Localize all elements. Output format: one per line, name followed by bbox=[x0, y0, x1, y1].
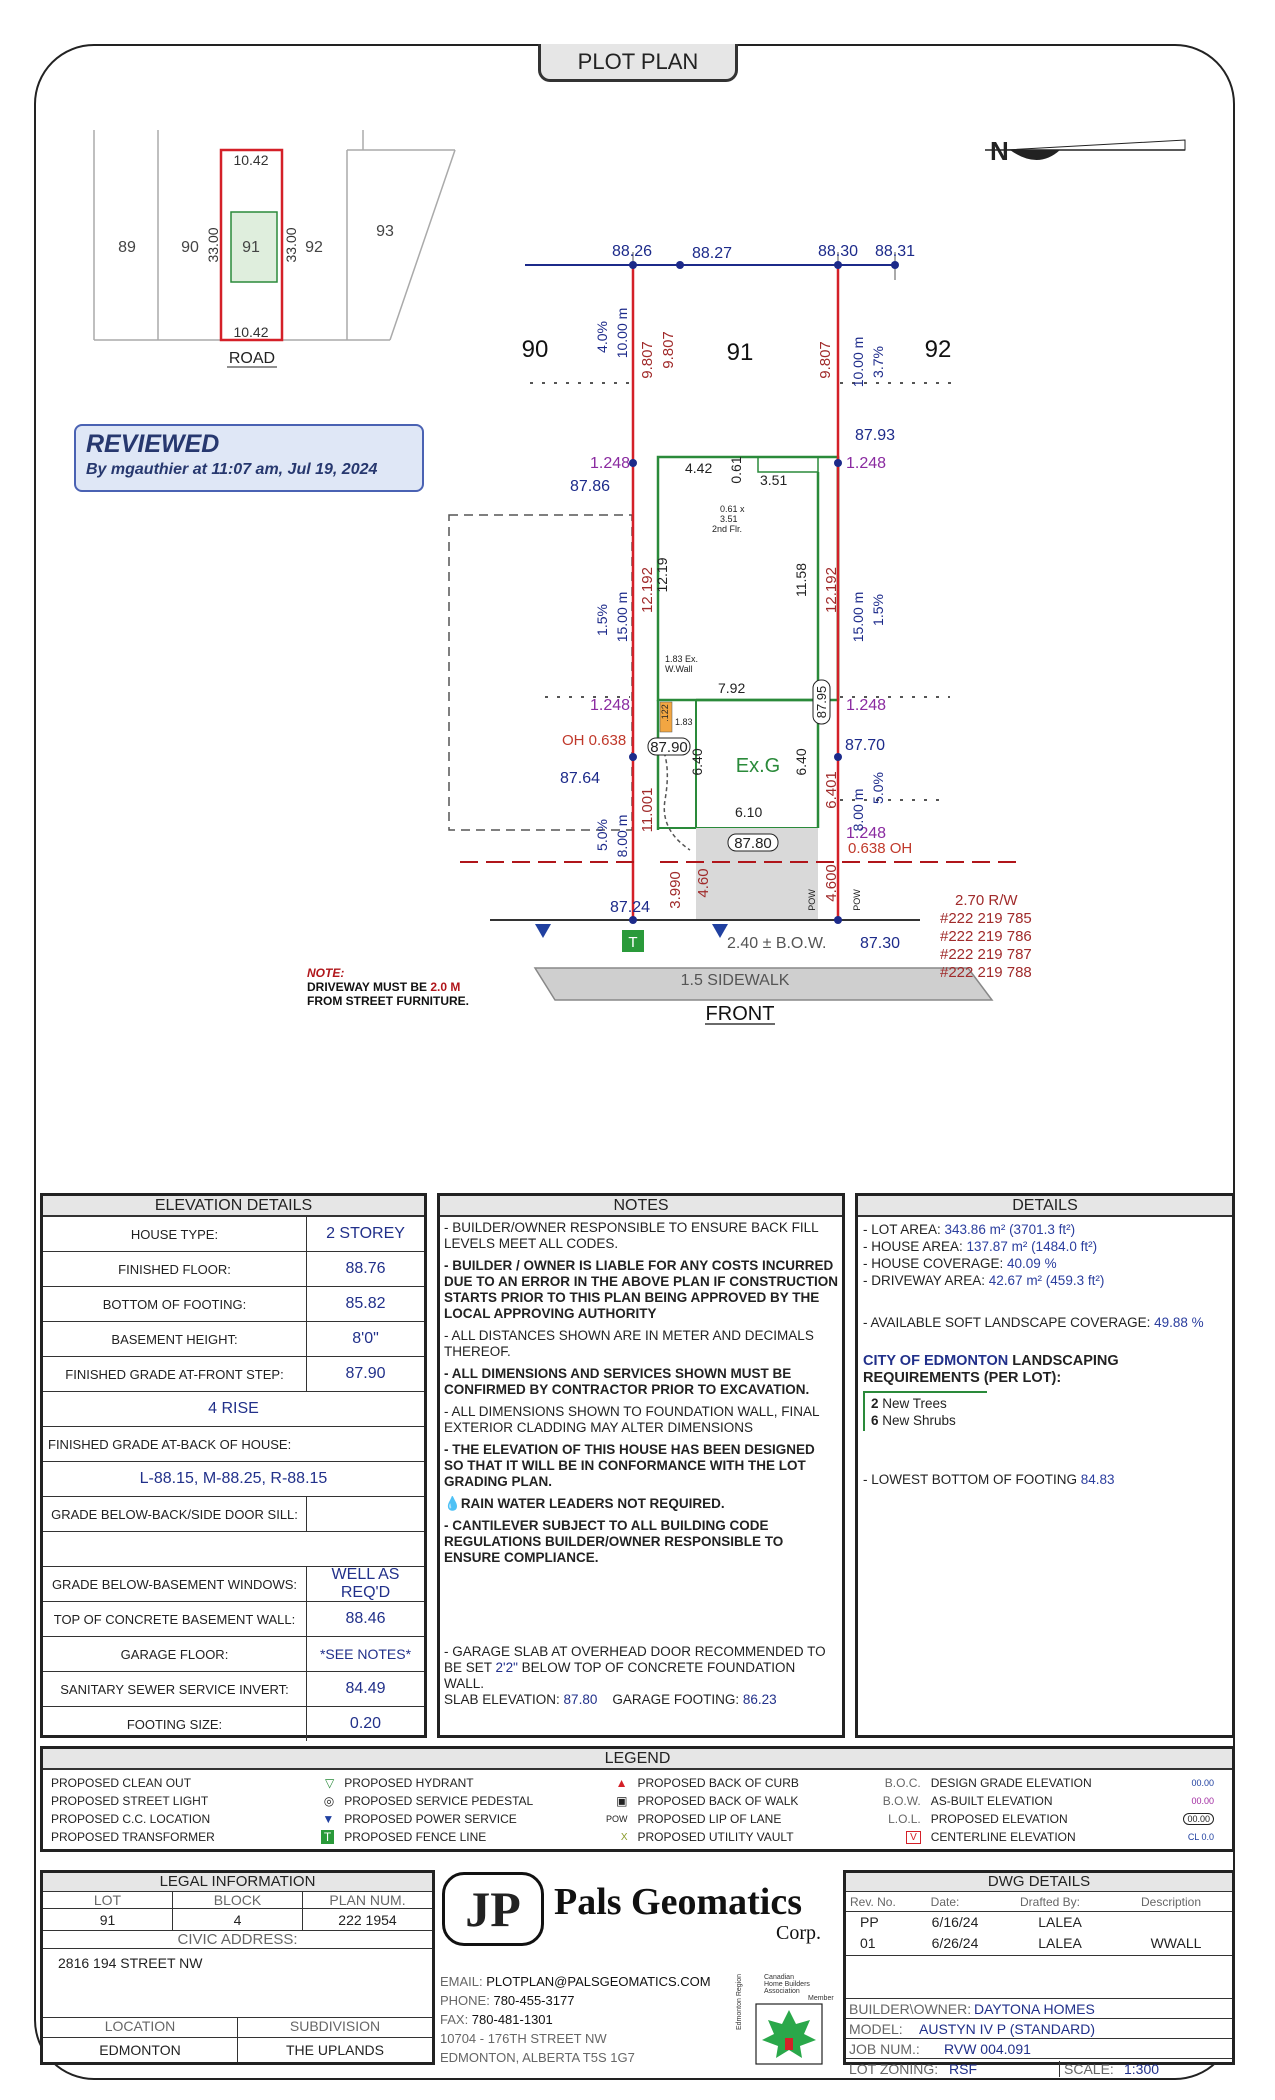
civic-value: 2816 194 STREET NW bbox=[43, 1949, 432, 2018]
subdivision-header: SUBDIVISION bbox=[238, 2018, 432, 2038]
note-1: - BUILDER/OWNER RESPONSIBLE TO ENSURE BACK FILL LEVELS MEET ALL CODES. bbox=[444, 1220, 819, 1251]
keymap-rear-dim: 10.42 bbox=[233, 152, 269, 168]
job-value: RVW 004.091 bbox=[944, 2040, 1031, 2057]
dwg-header: DWG DETAILS bbox=[846, 1873, 1232, 1892]
note-2: - BUILDER / OWNER IS LIABLE FOR ANY COSTS INCURRED DUE TO AN ERROR IN THE ABOVE PLAN IF CONSTRUCTION STARTS PRIOR TO THIS PLAN BEING APPROVED BY THE LOCAL APPROVING AUTHORITY bbox=[444, 1258, 839, 1321]
company-name: Pals Geomatics bbox=[554, 1881, 803, 1923]
note-5: - ALL DIMENSIONS SHOWN TO FOUNDATION WALL, FINAL EXTERIOR CLADDING MAY ALTER DIMENSIONS bbox=[444, 1404, 820, 1435]
rw-label: 2.70 R/W bbox=[955, 892, 1018, 909]
elev-8793: 87.93 bbox=[855, 427, 896, 444]
bow-label: 2.40 ± B.O.W. bbox=[727, 935, 827, 952]
page-title: PLOT PLAN bbox=[538, 44, 738, 82]
bump-left-rear: 1.248 bbox=[590, 455, 631, 472]
sewer-invert-value: 84.49 bbox=[345, 1680, 386, 1697]
driveway-label: - DRIVEWAY AREA: bbox=[863, 1273, 989, 1288]
pow-1: POW bbox=[807, 889, 817, 911]
bump-left-mid: 1.248 bbox=[590, 697, 631, 714]
drafted-1: LALEA bbox=[1038, 1913, 1082, 1930]
dist-front-left: 8.00 m bbox=[614, 814, 630, 858]
rise-value: 4 RISE bbox=[43, 1392, 424, 1427]
grade-back-house-label: FINISHED GRADE AT-BACK OF HOUSE: bbox=[43, 1427, 424, 1462]
landscape-req-label: LANDSCAPING REQUIREMENTS (PER LOT): bbox=[863, 1353, 1119, 1386]
ex-wall-2: W.Wall bbox=[665, 664, 693, 674]
dist-mid-right: 15.00 m bbox=[850, 591, 866, 643]
elev-8780: 87.80 bbox=[734, 835, 772, 852]
model-label: MODEL: bbox=[849, 2020, 903, 2037]
lot-label-right: 92 bbox=[924, 336, 952, 363]
plan-header: PLAN NUM. bbox=[303, 1892, 432, 1909]
legend-back-curb: PROPOSED BACK OF CURB bbox=[637, 1776, 799, 1790]
location-value: EDMONTON bbox=[43, 2038, 238, 2062]
company-block bbox=[436, 1870, 842, 2065]
bump-right-front: 1.248 bbox=[846, 825, 887, 842]
clean-out-icon: ▽ bbox=[325, 1776, 335, 1790]
key-map bbox=[94, 130, 455, 367]
oh-left: OH 0.638 bbox=[562, 732, 627, 749]
house-type-value: 2 STOREY bbox=[326, 1225, 405, 1242]
driveway-note bbox=[307, 966, 469, 1008]
address-line-2: EDMONTON, ALBERTA T5S 1G7 bbox=[440, 2050, 635, 2065]
plan-num-3: #222 219 787 bbox=[940, 946, 1032, 963]
vault-symbol: V bbox=[906, 1831, 921, 1844]
bow-symbol: B.O.W. bbox=[882, 1794, 921, 1808]
builder-value: DAYTONA HOMES bbox=[974, 2000, 1095, 2017]
elev-8724: 87.24 bbox=[610, 899, 651, 916]
email-label: EMAIL: bbox=[440, 1974, 487, 1989]
note-4: - ALL DIMENSIONS AND SERVICES SHOWN MUST BE CONFIRMED BY CONTRACTOR PRIOR TO EXCAVATION. bbox=[444, 1366, 810, 1397]
trees-label: New Trees bbox=[878, 1396, 947, 1411]
pct-front-right: 5.0% bbox=[870, 772, 886, 804]
legend-fence-line: PROPOSED FENCE LINE bbox=[344, 1830, 487, 1844]
dist-front-right: 8.00 m bbox=[850, 788, 866, 832]
keymap-front-dim: 10.42 bbox=[233, 324, 269, 340]
legend-panel bbox=[40, 1746, 1235, 1852]
drafted-2: LALEA bbox=[1038, 1935, 1082, 1951]
cc-location-icon-1 bbox=[535, 924, 551, 938]
keymap-lot-92: 92 bbox=[305, 239, 323, 256]
transformer-legend-icon: T bbox=[321, 1830, 334, 1844]
legend-design-grade: DESIGN GRADE ELEVATION bbox=[930, 1776, 1092, 1790]
keymap-lot-89: 89 bbox=[118, 239, 136, 256]
power-line-icon: POW bbox=[606, 1814, 628, 1824]
badge-line-2: Home Builders bbox=[764, 1981, 810, 1988]
col-rev: Rev. No. bbox=[850, 1894, 896, 1909]
lot-area-label: - LOT AREA: bbox=[863, 1222, 945, 1237]
d-6401: 6.401 bbox=[823, 771, 840, 809]
note-9a: - GARAGE SLAB AT OVERHEAD DOOR RECOMMENDED TO BE SET bbox=[444, 1644, 826, 1675]
sidewalk-label: 1.5 SIDEWALK bbox=[680, 972, 790, 989]
house-area-label: - HOUSE AREA: bbox=[863, 1239, 967, 1254]
company-corp: Corp. bbox=[776, 1922, 821, 1944]
design-grade-symbol: 00.00 bbox=[1191, 1778, 1214, 1788]
elev-8795: 87.95 bbox=[814, 685, 829, 719]
d-061: 0.61 bbox=[728, 456, 744, 484]
elev-8786: 87.86 bbox=[570, 478, 611, 495]
keymap-lot-91: 91 bbox=[242, 239, 260, 256]
soft-landscape-label: - AVAILABLE SOFT LANDSCAPE COVERAGE: bbox=[863, 1315, 1155, 1330]
legend-utility-vault: PROPOSED UTILITY VAULT bbox=[637, 1830, 794, 1844]
scale-value: 1:300 bbox=[1124, 2060, 1160, 2077]
chba-badge bbox=[738, 1974, 838, 2064]
fax-label: FAX: bbox=[440, 2012, 472, 2027]
legend-cc-location: PROPOSED C.C. LOCATION bbox=[51, 1812, 211, 1826]
driveway-value: 42.67 m² (459.3 ft²) bbox=[988, 1273, 1105, 1288]
pct-left-rear: 4.0% bbox=[594, 321, 610, 353]
date-2: 6/26/24 bbox=[931, 1935, 979, 1951]
fence-line-icon: X bbox=[620, 1831, 628, 1843]
keymap-lot-93: 93 bbox=[376, 223, 394, 240]
bump-right-rear: 1.248 bbox=[846, 455, 887, 472]
col-desc: Description bbox=[1140, 1894, 1202, 1909]
lol-symbol: L.O.L. bbox=[888, 1812, 921, 1826]
pct-right-rear: 3.7% bbox=[870, 346, 886, 378]
elev-8790: 87.90 bbox=[650, 739, 688, 756]
date-1: 6/16/24 bbox=[931, 1913, 979, 1930]
zoning-value: RSF bbox=[949, 2060, 977, 2077]
city-label: CITY OF EDMONTON bbox=[863, 1353, 1009, 1369]
blank-row bbox=[43, 1532, 424, 1567]
elev-rear-2: 88.27 bbox=[691, 245, 733, 262]
plan-value: 222 1954 bbox=[303, 1909, 432, 1931]
legal-header: LEGAL INFORMATION bbox=[43, 1873, 432, 1892]
elevation-header: ELEVATION DETAILS bbox=[43, 1196, 424, 1217]
pct-mid-left: 1.5% bbox=[594, 604, 610, 636]
plan-num-4: #222 219 788 bbox=[940, 964, 1032, 981]
desc-2: WWALL bbox=[1150, 1935, 1202, 1951]
d-122: .122 bbox=[660, 704, 670, 722]
street-light-icon: ◎ bbox=[323, 1794, 335, 1808]
grade-door-sill-label: GRADE BELOW-BACK/SIDE DOOR SILL: bbox=[43, 1497, 307, 1531]
lot-value: 91 bbox=[43, 1909, 173, 1931]
phone-value: 780-455-3177 bbox=[493, 1993, 575, 2008]
rain-drop-icon: 💧 bbox=[444, 1496, 461, 1511]
as-built-symbol: 00.00 bbox=[1191, 1796, 1214, 1806]
legend-transformer: PROPOSED TRANSFORMER bbox=[51, 1830, 215, 1844]
note-9b: 2'2" bbox=[495, 1660, 518, 1675]
elev-rear-3: 88.30 bbox=[817, 243, 859, 260]
model-value: AUSTYN IV P (STANDARD) bbox=[919, 2020, 1096, 2037]
garage-footing-value: 86.23 bbox=[742, 1692, 777, 1707]
legend-as-built: AS-BUILT ELEVATION bbox=[930, 1794, 1053, 1808]
note-8: - CANTILEVER SUBJECT TO ALL BUILDING CODE REGULATIONS BUILDER/OWNER RESPONSIBLE TO ENSURE COMPLIANCE. bbox=[444, 1518, 784, 1565]
legend-service-pedestal: PROPOSED SERVICE PEDESTAL bbox=[344, 1794, 534, 1808]
garage-floor-value: *SEE NOTES* bbox=[319, 1646, 412, 1662]
coverage-label: - HOUSE COVERAGE: bbox=[863, 1256, 1008, 1271]
details-header: DETAILS bbox=[858, 1196, 1232, 1217]
legend-header: LEGEND bbox=[43, 1749, 1232, 1770]
proposed-elev-symbol: 00.00 bbox=[1183, 1813, 1214, 1825]
driveway-note-line1b: 2.0 M bbox=[430, 980, 461, 994]
side-len-right: 12.192 bbox=[823, 567, 840, 613]
badge-line-1: Canadian bbox=[764, 1974, 794, 1981]
north-arrow-icon bbox=[985, 136, 1185, 166]
note-7: RAIN WATER LEADERS NOT REQUIRED. bbox=[460, 1496, 725, 1511]
lot-label-left: 90 bbox=[521, 336, 549, 363]
garage-floor-label: GARAGE FLOOR: bbox=[43, 1637, 307, 1671]
boc-symbol: B.O.C. bbox=[884, 1776, 921, 1790]
d-1158: 11.58 bbox=[793, 563, 809, 597]
note-6: - THE ELEVATION OF THIS HOUSE HAS BEEN DESIGNED SO THAT IT WILL BE IN CONFORMANCE WITH THE LOT GRADING PLAN. bbox=[444, 1442, 815, 1489]
driveway-note-label: NOTE: bbox=[307, 966, 345, 980]
civic-header: CIVIC ADDRESS: bbox=[43, 1931, 432, 1949]
keymap-road: ROAD bbox=[228, 350, 276, 367]
reviewed-label: REVIEWED bbox=[86, 430, 220, 458]
d-3990: 3.990 bbox=[667, 871, 684, 909]
pedestal-icon: ▣ bbox=[616, 1794, 628, 1808]
hydrant-icon: ▲ bbox=[615, 1776, 628, 1790]
address-line-1: 10704 - 176TH STREET NW bbox=[440, 2031, 607, 2046]
shrubs-count: 6 bbox=[871, 1413, 879, 1428]
bump-right-mid: 1.248 bbox=[846, 697, 887, 714]
cant-note-2: 3.51 bbox=[720, 514, 738, 524]
d-11001: 11.001 bbox=[639, 787, 656, 833]
coverage-value: 40.09 % bbox=[1007, 1256, 1057, 1271]
driveway-note-line2: FROM STREET FURNITURE. bbox=[307, 994, 469, 1008]
ex-wall-1: 1.83 Ex. bbox=[665, 654, 699, 664]
badge-line-3: Association bbox=[764, 1988, 800, 1995]
soft-landscape-value: 49.88 % bbox=[1154, 1315, 1204, 1330]
notes-header: NOTES bbox=[440, 1196, 842, 1217]
dist-left-rear: 10.00 m bbox=[614, 307, 630, 359]
elev-8764: 87.64 bbox=[560, 770, 601, 787]
house-area-value: 137.87 m² (1484.0 ft²) bbox=[966, 1239, 1098, 1254]
lot-area-value: 343.86 m² (3701.3 ft²) bbox=[944, 1222, 1076, 1237]
oh-right: 0.638 OH bbox=[848, 840, 913, 857]
dwg-details-panel bbox=[843, 1870, 1235, 2077]
note-9c: BELOW TOP OF CONCRETE FOUNDATION WALL. bbox=[444, 1660, 796, 1691]
legal-panel bbox=[40, 1870, 435, 2065]
grade-windows-label: GRADE BELOW-BASEMENT WINDOWS: bbox=[43, 1567, 307, 1601]
phone-label: PHONE: bbox=[440, 1993, 494, 2008]
reviewed-by: By mgauthier at 11:07 am, Jul 19, 2024 bbox=[86, 461, 378, 478]
pct-front-left: 5.0% bbox=[594, 819, 610, 851]
job-label: JOB NUM.: bbox=[849, 2040, 920, 2057]
top-concrete-value: 88.46 bbox=[345, 1610, 386, 1627]
zoning-label: LOT ZONING: bbox=[849, 2060, 939, 2077]
finished-floor-value: 88.76 bbox=[345, 1260, 386, 1277]
bottom-footing-value: 85.82 bbox=[345, 1295, 386, 1312]
shrubs-label: New Shrubs bbox=[878, 1413, 956, 1428]
d-4600: 4.600 bbox=[823, 864, 840, 902]
pow-2: POW bbox=[852, 889, 862, 911]
elevation-details-panel bbox=[40, 1193, 427, 1738]
maple-leaf-icon bbox=[754, 2002, 824, 2067]
footing-size-value: 0.20 bbox=[349, 1715, 382, 1732]
elev-rear-1: 88.26 bbox=[611, 243, 653, 260]
d-640-left: 6.40 bbox=[689, 748, 705, 776]
d-351: 3.51 bbox=[760, 472, 788, 488]
elev-8770: 87.70 bbox=[845, 737, 886, 754]
lot-header: LOT bbox=[43, 1892, 173, 1909]
rev-2: 01 bbox=[860, 1935, 876, 1951]
grade-back-house-value: L-88.15, M-88.25, R-88.15 bbox=[43, 1462, 424, 1497]
garage-label: Ex.G bbox=[735, 755, 781, 777]
slab-label: SLAB ELEVATION: bbox=[444, 1692, 564, 1707]
notes-panel bbox=[437, 1193, 845, 1738]
front-label: FRONT bbox=[705, 1003, 775, 1025]
rear-yard-right: 9.807 bbox=[817, 341, 834, 379]
basement-height-label: BASEMENT HEIGHT: bbox=[43, 1322, 307, 1356]
scale-label: SCALE: bbox=[1059, 2061, 1124, 2077]
d-442: 4.42 bbox=[685, 460, 713, 476]
block-value: 4 bbox=[173, 1909, 303, 1931]
centerline-symbol: CL 0.0 bbox=[1187, 1832, 1214, 1842]
email-value: PLOTPLAN@PALSGEOMATICS.COM bbox=[486, 1974, 711, 1989]
neighbour-house bbox=[449, 515, 632, 830]
legend-clean-out: PROPOSED CLEAN OUT bbox=[51, 1776, 192, 1790]
d-460: 4.60 bbox=[695, 868, 712, 898]
dist-right-rear: 10.00 m bbox=[850, 336, 866, 388]
legend-centerline: CENTERLINE ELEVATION bbox=[930, 1830, 1076, 1844]
cant-note-3: 2nd Flr. bbox=[712, 524, 743, 534]
plan-num-2: #222 219 786 bbox=[940, 928, 1032, 945]
finished-floor-label: FINISHED FLOOR: bbox=[43, 1252, 307, 1286]
plan-num-1: #222 219 785 bbox=[940, 910, 1032, 927]
side-len-left: 12.192 bbox=[639, 567, 656, 613]
sewer-invert-label: SANITARY SEWER SERVICE INVERT: bbox=[43, 1672, 307, 1706]
grade-front-step-label: FINISHED GRADE AT-FRONT STEP: bbox=[43, 1357, 307, 1391]
keymap-lot-90: 90 bbox=[181, 239, 199, 256]
note-3: - ALL DISTANCES SHOWN ARE IN METER AND DECIMALS THEREOF. bbox=[444, 1328, 814, 1359]
lowest-footing-value: 84.83 bbox=[1080, 1472, 1115, 1487]
bottom-footing-label: BOTTOM OF FOOTING: bbox=[43, 1287, 307, 1321]
elev-8730: 87.30 bbox=[860, 935, 901, 952]
subdivision-value: THE UPLANDS bbox=[285, 2042, 385, 2058]
grade-windows-value: WELL AS REQ'D bbox=[331, 1566, 400, 1601]
cant-note-1: 0.61 x bbox=[720, 504, 745, 514]
lowest-footing-label: - LOWEST BOTTOM OF FOOTING bbox=[863, 1472, 1081, 1487]
legend-street-light: PROPOSED STREET LIGHT bbox=[51, 1794, 209, 1808]
pct-mid-right: 1.5% bbox=[870, 594, 886, 626]
legend-lip-lane: PROPOSED LIP OF LANE bbox=[637, 1812, 782, 1826]
rev-1: PP bbox=[860, 1913, 879, 1930]
block-header: BLOCK bbox=[173, 1892, 303, 1909]
top-concrete-label: TOP OF CONCRETE BASEMENT WALL: bbox=[43, 1602, 307, 1636]
elev-rear-4: 88.31 bbox=[874, 243, 916, 260]
driveway-note-line1a: DRIVEWAY MUST BE bbox=[307, 980, 431, 994]
cc-location-icon-2 bbox=[712, 924, 728, 938]
house-type-label: HOUSE TYPE: bbox=[43, 1217, 307, 1251]
badge-line-5: Edmonton Region bbox=[736, 1973, 743, 2030]
svg-text:T: T bbox=[628, 934, 638, 951]
company-logo: JP bbox=[442, 1872, 544, 1946]
col-drafted: Drafted By: bbox=[1019, 1894, 1081, 1909]
grade-front-step-value: 87.90 bbox=[345, 1365, 386, 1382]
col-date: Date: bbox=[930, 1894, 960, 1909]
d-183: 1.83 bbox=[675, 717, 693, 727]
keymap-right-dim: 33.00 bbox=[283, 227, 299, 263]
basement-height-value: 8'0" bbox=[352, 1330, 379, 1347]
trees-count: 2 bbox=[871, 1396, 879, 1411]
dist-mid-left: 15.00 m bbox=[614, 591, 630, 643]
slab-value: 87.80 bbox=[563, 1692, 598, 1707]
rear-yard-mid: 9.807 bbox=[660, 331, 677, 369]
legend-proposed-elev: PROPOSED ELEVATION bbox=[930, 1812, 1068, 1826]
details-panel bbox=[855, 1193, 1235, 1738]
legend-hydrant: PROPOSED HYDRANT bbox=[344, 1776, 474, 1790]
legend-back-walk: PROPOSED BACK OF WALK bbox=[637, 1794, 799, 1808]
cc-location-icon: ▼ bbox=[322, 1812, 335, 1826]
d-610: 6.10 bbox=[735, 804, 763, 820]
rear-yard-left: 9.807 bbox=[639, 341, 656, 379]
keymap-left-dim: 33.00 bbox=[205, 227, 221, 263]
location-header: LOCATION bbox=[43, 2018, 238, 2038]
fax-value: 780-481-1301 bbox=[471, 2012, 553, 2027]
svg-text:N: N bbox=[990, 136, 1009, 166]
d-1219: 12.19 bbox=[654, 557, 670, 593]
d-640-right: 6.40 bbox=[793, 748, 809, 776]
d-792: 7.92 bbox=[718, 680, 746, 696]
lot-label-center: 91 bbox=[726, 339, 754, 366]
footing-size-label: FOOTING SIZE: bbox=[43, 1707, 307, 1741]
garage-footing-label: GARAGE FOOTING: bbox=[612, 1692, 743, 1707]
badge-line-4: Member bbox=[808, 1995, 834, 2002]
reviewed-stamp bbox=[74, 424, 424, 492]
builder-label: BUILDER\OWNER: bbox=[849, 2000, 972, 2017]
legend-power-service: PROPOSED POWER SERVICE bbox=[344, 1812, 517, 1826]
